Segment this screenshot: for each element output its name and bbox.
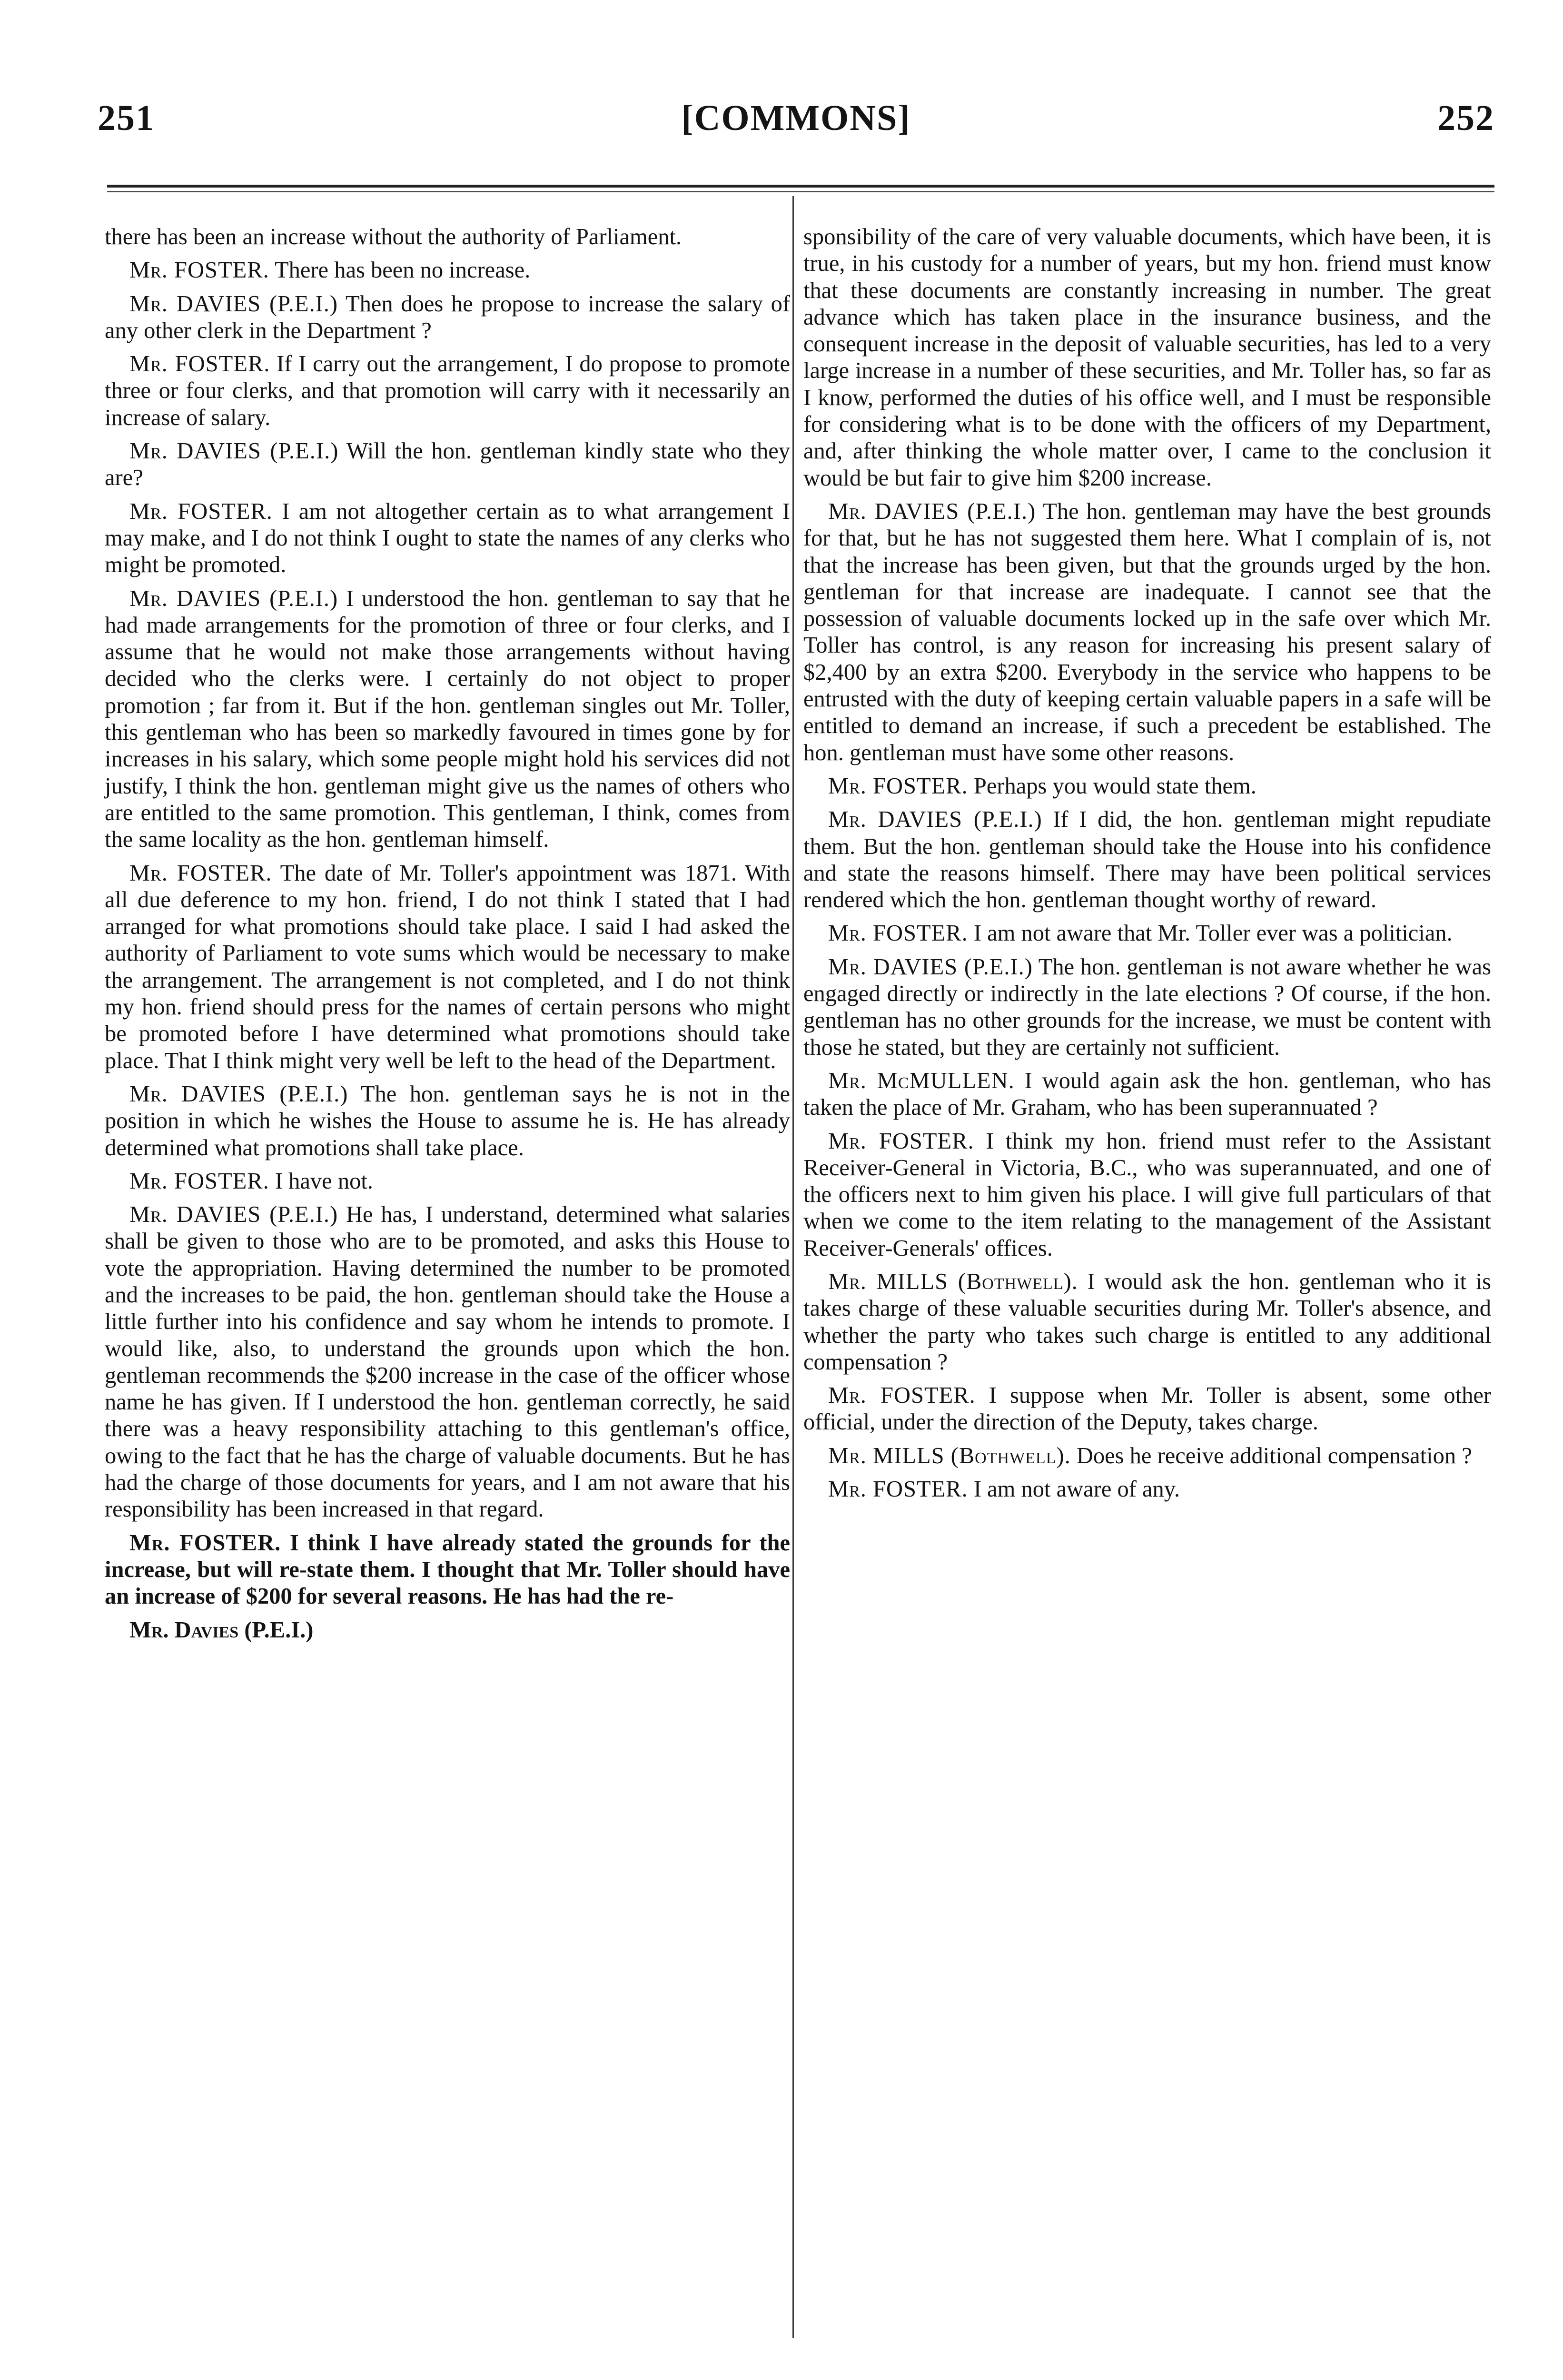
speaker-name: Mr. FOSTER. bbox=[129, 498, 273, 524]
speech-paragraph bbox=[105, 1530, 790, 1610]
speech-text: I suppose when Mr. Toller is absent, some other official, under the direction of the Deputy, takes charge. bbox=[803, 1383, 1492, 1435]
speaker-name: Mr. DAVIES (P.E.I.) bbox=[129, 1081, 348, 1107]
speech-text: If I did, the hon. gentleman might repudiate them. But the hon. gentleman should take the House into his confidence and state the reasons himself. There may have been political services rendered which the hon. gentleman thought worthy of reward. bbox=[803, 807, 1491, 913]
speaker-name: Mr. DAVIES (P.E.I.) bbox=[828, 954, 1033, 980]
speech-text: The hon. gentleman may have the best grounds for that, but he has not suggested them here. What I complain of is, not that the increase has been given, but that the grounds urged by the hon. gentleman for that increase are inadequate. I cannot see that the possession of valuable documents locked up in the safe over which Mr. Toller has control, is any reason for increasing his present salary of $2,400 by an extra $200. Everybody in the service who happens to be entrusted with the duty of keeping certain valuable papers in a safe will be entitled to demand an increase, if such a precedent be established. The hon. gentleman must have some other reasons. bbox=[803, 498, 1491, 765]
speech-text: The hon. gentleman is not aware whether he was engaged directly or indirectly in the late elections ? Of course, if the hon. gentleman has no other grounds for the increase, we must be content with those he stated, but they are certainly not sufficient. bbox=[803, 954, 1491, 1060]
speech-paragraph bbox=[803, 498, 1491, 766]
speech-text: He has, I understand, determined what salaries shall be given to those who are to be promoted, and asks this House to vote the appropriation. Having determined the number to be promoted and the increases to be paid, the hon. gentleman should take the House a little further into his confidence and say whom he intends to promote. I would like, also, to understand the grounds upon which the hon. gentleman recommends the $200 increase in the case of the officer whose name he has given. If I understood the hon. gentleman correctly, he said there was a heavy responsibility attaching to this gentleman's office, owing to the fact that he has the charge of valuable documents. But he has had the charge of those documents for years, and I am not aware that his responsibility has been increased in that regard. bbox=[105, 1202, 790, 1522]
speech-paragraph bbox=[803, 773, 1491, 800]
speech-text: Does he receive additional compensation ? bbox=[1076, 1443, 1472, 1468]
speaker-name: Mr. DAVIES (P.E.I.) bbox=[129, 585, 338, 611]
speech-paragraph bbox=[105, 1201, 790, 1523]
speech-text: I think I have already stated the grounds for the increase, but will re-state them. I thought that Mr. Toller should have an increase of $200 for several reasons. He has had the re- bbox=[105, 1530, 790, 1609]
speech-paragraph bbox=[105, 224, 790, 250]
speech-paragraph bbox=[803, 1476, 1491, 1503]
speaker-name: Mr. DAVIES (P.E.I.) bbox=[828, 498, 1036, 524]
header-rule-thick bbox=[107, 185, 1494, 188]
speech-paragraph bbox=[105, 585, 790, 853]
right-column bbox=[803, 224, 1491, 1509]
speech-paragraph bbox=[803, 1269, 1491, 1376]
header-rule-thin bbox=[107, 191, 1494, 192]
speech-paragraph bbox=[105, 438, 790, 492]
page-number-left: 251 bbox=[98, 98, 155, 138]
left-column bbox=[105, 224, 790, 1644]
speech-paragraph bbox=[803, 1128, 1491, 1262]
running-title: [COMMONS] bbox=[681, 98, 911, 138]
speech-paragraph bbox=[803, 954, 1491, 1061]
speaker-name: Mr. FOSTER. bbox=[129, 258, 269, 283]
speech-paragraph bbox=[105, 291, 790, 345]
speaker-name: Mr. DAVIES (P.E.I.) bbox=[129, 1202, 338, 1228]
speech-text: Then does he propose to increase the salary of any other clerk in the Department ? bbox=[105, 291, 790, 343]
speaker-name: Mr. FOSTER. bbox=[828, 1477, 968, 1502]
speech-text: I would ask the hon. gentleman who it is takes charge of these valuable securities during Mr. Toller's absence, and whether the party who takes such charge is entitled to any additional compensation ? bbox=[803, 1269, 1491, 1375]
speech-paragraph bbox=[105, 257, 790, 284]
speech-text: I understood the hon. gentleman to say that he had made arrangements for the promotion of three or four clerks, and I assume that he would not make those arrangements without having decided who the clerks were. I certainly do not object to proper promotion ; far from it. But if the hon. gentleman singles out Mr. Toller, this gentleman who has been so markedly favoured in times gone by for increases in his salary, which some people might hold his services did not justify, I think the hon. gentleman might give us the names of others who are entitled to the same promotion. This gentleman, I think, comes from the same locality as the hon. gentleman himself. bbox=[105, 585, 791, 853]
speech-text: I am not altogether certain as to what arrangement I may make, and I do not think I ought to state the names of any clerks who might be promoted. bbox=[105, 498, 791, 578]
speech-text: I have not. bbox=[275, 1168, 373, 1194]
speaker-name: Mr. MILLS (Bothwell). bbox=[828, 1443, 1071, 1468]
speech-text: The date of Mr. Toller's appointment was 1871. With all due deference to my hon. friend, I do not think I stated that I had arranged for what promotions should take place. I said I had asked the authority of Parliament to vote sums which would be necessary to make the arrangement. The arrangement is not completed, and I do not think my hon. friend should press for the names of certain persons who might be promoted before I have determined what promotions should take place. That I think might very well be left to the head of the Department. bbox=[105, 860, 791, 1073]
page-number-right: 252 bbox=[1437, 98, 1494, 138]
speaker-name: Mr. DAVIES (P.E.I.) bbox=[129, 291, 338, 317]
speech-text: There has been no increase. bbox=[275, 258, 531, 283]
speech-paragraph bbox=[803, 224, 1491, 492]
speech-text: I am not aware of any. bbox=[973, 1477, 1180, 1502]
speaker-name: Mr. FOSTER. bbox=[129, 860, 272, 886]
speech-paragraph bbox=[803, 806, 1491, 913]
speech-paragraph bbox=[105, 498, 790, 579]
speech-text: I think my hon. friend must refer to the Assistant Receiver-General in Victoria, B.C., who was superannuated, and one of the officers next to him given his place. I will give full particulars of that when we come to the item relating to the management of the Assistant Receiver-Generals' offices. bbox=[803, 1128, 1492, 1261]
speaker-name: Mr. MILLS (Bothwell). bbox=[828, 1269, 1078, 1294]
speaker-name: Mr. FOSTER. bbox=[828, 921, 968, 946]
speech-paragraph bbox=[803, 1382, 1491, 1436]
speech-text: Will the hon. gentleman kindly state who they are? bbox=[105, 438, 790, 491]
speaker-name: Mr. FOSTER. bbox=[828, 1383, 976, 1408]
footer-speaker: Mr. Davies (P.E.I.) bbox=[129, 1617, 314, 1643]
speech-text: there has been an increase without the authority of Parliament. bbox=[105, 224, 682, 249]
speech-paragraph bbox=[105, 351, 790, 431]
speaker-name: Mr. FOSTER. bbox=[129, 1168, 269, 1194]
speech-text: I would again ask the hon. gentleman, who has taken the place of Mr. Graham, who has been superannuated ? bbox=[803, 1068, 1491, 1121]
speech-paragraph bbox=[803, 920, 1491, 947]
speech-paragraph bbox=[105, 1081, 790, 1161]
speaker-name: Mr. FOSTER. bbox=[129, 1530, 281, 1556]
column-divider bbox=[792, 196, 794, 2338]
speech-text: If I carry out the arrangement, I do propose to promote three or four clerks, and that promotion will carry with it necessarily an increase of salary. bbox=[105, 351, 791, 430]
speaker-name: Mr. FOSTER. bbox=[828, 773, 968, 799]
speech-paragraph bbox=[105, 860, 790, 1074]
speech-paragraph bbox=[105, 1168, 790, 1195]
speaker-name: Mr. DAVIES (P.E.I.) bbox=[129, 438, 339, 464]
page-header bbox=[98, 98, 1494, 155]
speech-text: The hon. gentleman says he is not in the position in which he wishes the House to assume he is. He has already determined what promotions shall take place. bbox=[105, 1081, 790, 1160]
speech-text: Perhaps you would state them. bbox=[973, 773, 1256, 799]
speech-paragraph bbox=[803, 1068, 1491, 1121]
speech-text: sponsibility of the care of very valuable documents, which have been, it is true, in his custody for a number of years, but my hon. friend must know that these documents are constantly increasing in number. The great advance which has taken place in the insurance business, and the consequent increase in the deposit of valuable securities, has led to a very large increase in a number of these securities, and Mr. Toller has, so far as I know, performed the duties of his office well, and I must be responsible for considering what is to be done with the officers of my Department, and, after thinking the whole matter over, I came to the conclusion it would be but fair to give him $200 increase. bbox=[803, 224, 1491, 491]
speaker-name: Mr. FOSTER. bbox=[129, 351, 270, 377]
speaker-name: Mr. FOSTER. bbox=[828, 1128, 974, 1154]
speaker-name: Mr. McMULLEN. bbox=[828, 1068, 1015, 1093]
speech-text: I am not aware that Mr. Toller ever was a politician. bbox=[973, 921, 1453, 946]
speech-paragraph bbox=[803, 1443, 1491, 1469]
speaker-name: Mr. DAVIES (P.E.I.) bbox=[828, 807, 1042, 833]
